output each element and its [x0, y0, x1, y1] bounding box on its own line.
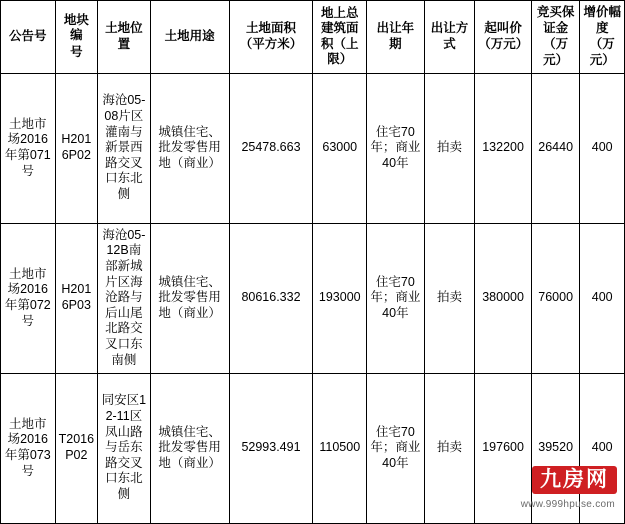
column-header-max-floor-area [313, 1, 367, 74]
table-row [1, 373, 625, 523]
cell-usage: 城镇住宅、批发零售用地（商业） [150, 223, 229, 373]
header-sub: 期 [389, 37, 402, 52]
cell-deposit: 26440 [531, 73, 580, 223]
header-main: 土地用途 [164, 28, 215, 43]
column-header-increment [580, 1, 625, 74]
header-main: 竞买保证金 [536, 5, 575, 35]
header-sub: 式 [443, 37, 456, 52]
header-main: 地块编 [63, 12, 89, 43]
cell-method: 拍卖 [424, 223, 475, 373]
cell-max-floor-area: 63000 [313, 73, 367, 223]
cell-term: 住宅70年；商业40年 [367, 373, 425, 523]
cell-increment: 400 [580, 223, 625, 373]
cell-announcement-no: 土地市场2016年第072号 [1, 223, 56, 373]
header-sub: （万元） [478, 37, 529, 52]
cell-deposit: 39520 [531, 373, 580, 523]
header-sub: （万元） [589, 37, 615, 67]
header-sub: （万元） [543, 37, 569, 67]
cell-method: 拍卖 [424, 373, 475, 523]
cell-parcel-no: H2016P02 [55, 73, 97, 223]
cell-term: 住宅70年；商业40年 [367, 73, 425, 223]
watermark-url: www.999hpuse.com [520, 499, 615, 510]
cell-parcel-no: T2016P02 [55, 373, 97, 523]
header-main: 起叫价 [484, 20, 522, 35]
header-main: 土地面积 [245, 20, 296, 35]
cell-location: 海沧05-08片区灌南与新景西路交叉口东北侧 [98, 73, 151, 223]
cell-method: 拍卖 [424, 73, 475, 223]
header-main: 出让方 [430, 20, 469, 35]
cell-location: 同安区12-11区凤山路与岳东路交叉口东北侧 [98, 373, 151, 523]
cell-location: 海沧05-12B南部新城片区海沧路与后山尾北路交叉口东南侧 [98, 223, 151, 373]
watermark-brand: 九房网 [532, 466, 617, 494]
header-main: 公告号 [9, 28, 47, 43]
column-header-announcement-no [1, 1, 56, 74]
column-header-term [367, 1, 425, 74]
cell-announcement-no: 土地市场2016年第073号 [1, 373, 56, 523]
cell-max-floor-area: 193000 [313, 223, 367, 373]
column-header-deposit [531, 1, 580, 74]
column-header-start-price [475, 1, 532, 74]
cell-start-price: 132200 [475, 73, 532, 223]
cell-increment: 400 [580, 373, 625, 523]
cell-parcel-no: H2016P03 [55, 223, 97, 373]
cell-term: 住宅70年；商业40年 [367, 223, 425, 373]
column-header-usage [150, 1, 229, 74]
column-header-location [98, 1, 151, 74]
table-row [1, 73, 625, 223]
cell-start-price: 197600 [475, 373, 532, 523]
header-sub: 号 [70, 45, 83, 60]
table-header-row [1, 1, 625, 74]
cell-increment: 400 [580, 73, 625, 223]
header-sub: （平方米） [239, 37, 303, 52]
cell-area: 25478.663 [229, 73, 313, 223]
cell-area: 52993.491 [229, 373, 313, 523]
column-header-method [424, 1, 475, 74]
cell-start-price: 380000 [475, 223, 532, 373]
table-row [1, 223, 625, 373]
header-main: 土地位 [105, 20, 143, 35]
cell-announcement-no: 土地市场2016年第071号 [1, 73, 56, 223]
cell-usage: 城镇住宅、批发零售用地（商业） [150, 73, 229, 223]
cell-deposit: 76000 [531, 223, 580, 373]
cell-max-floor-area: 110500 [313, 373, 367, 523]
column-header-parcel-no [55, 1, 97, 74]
header-main: 地上总建筑面积（上限） [321, 5, 359, 67]
cell-usage: 城镇住宅、批发零售用地（商业） [150, 373, 229, 523]
column-header-area [229, 1, 313, 74]
header-main: 增价幅度 [583, 5, 621, 35]
cell-area: 80616.332 [229, 223, 313, 373]
header-main: 出让年 [376, 20, 415, 35]
header-sub: 置 [117, 37, 131, 52]
